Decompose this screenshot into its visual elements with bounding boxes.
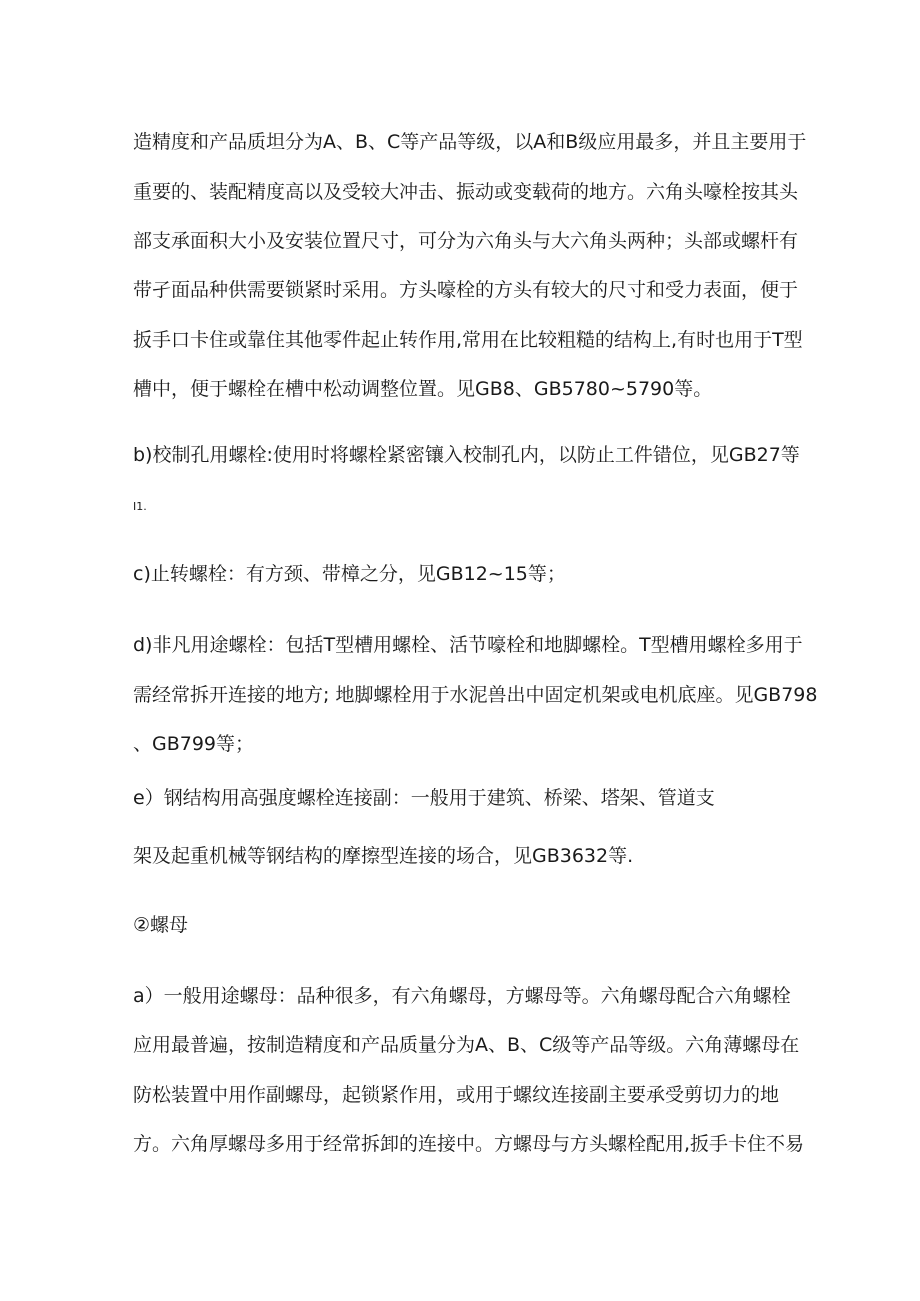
text-line-2: 重要的、装配精度高以及受较大冲击、振动或变载荷的地方。六角头嚎栓按其头 [133, 181, 799, 203]
paragraph-a-line-4: 方。六角厚螺母多用于经常拆卸的连接中。方螺母与方头螺栓配用,扳手卡住不易 [133, 1133, 805, 1155]
text-line-5: 扳手口卡住或靠住其他零件起止转作用,常用在比较粗糙的结构上,有时也用于T型 [133, 329, 803, 351]
paragraph-b-line-1: b)校制孔用螺栓:使用时将螺栓紧密镶入校制孔内，以防止工件错位，见GB27等 [133, 444, 800, 466]
paragraph-c: c)止转螺栓：有方颈、带樟之分，见GB12~15等； [133, 563, 566, 585]
text-line-3: 部支承面积大小及安装位置尺寸，可分为六角头与大六角头两种；头部或螺杆有 [133, 230, 799, 252]
text-line-1: 造精度和产品质坦分为A、B、C等产品等级，以A和B级应用最多，并且主要用于 [133, 131, 807, 153]
paragraph-b-line-2: I1. [133, 500, 147, 513]
paragraph-a-line-1: a）一般用途螺母：品种很多，有六角螺母，方螺母等。六角螺母配合六角螺栓 [133, 985, 791, 1007]
text-line-4: 带孑面品种供需要锁紧时采用。方头嚎栓的方头有较大的尺寸和受力表面，便于 [133, 279, 799, 301]
paragraph-a-line-3: 防松装置中用作副螺母，起锁紧作用，或用于螺纹连接副主要承受剪切力的地 [133, 1084, 780, 1106]
paragraph-d-line-2: 需经常拆开连接的地方; 地脚螺栓用于水泥兽出中固定机架或电机底座。见GB798 [133, 684, 818, 706]
paragraph-d-line-3: 、GB799等； [133, 733, 255, 755]
paragraph-e-line-2: 架及起重机械等钢结构的摩擦型连接的场合，见GB3632等. [133, 845, 634, 867]
paragraph-a-line-2: 应用最普遍，按制造精度和产品质量分为A、B、C级等产品等级。六角薄螺母在 [133, 1034, 800, 1056]
text-line-6: 槽中，便于螺栓在槽中松动调整位置。见GB8、GB5780~5790等。 [133, 378, 713, 400]
paragraph-d-line-1: d)非凡用途螺栓：包括T型槽用螺栓、活节嚎栓和地脚螺栓。T型槽用螺栓多用于 [133, 634, 803, 656]
paragraph-e-line-1: e）钢结构用高强度螺栓连接副：一般用于建筑、桥梁、塔架、管道支 [133, 787, 715, 809]
section-heading-nut: ②螺母 [133, 914, 189, 936]
